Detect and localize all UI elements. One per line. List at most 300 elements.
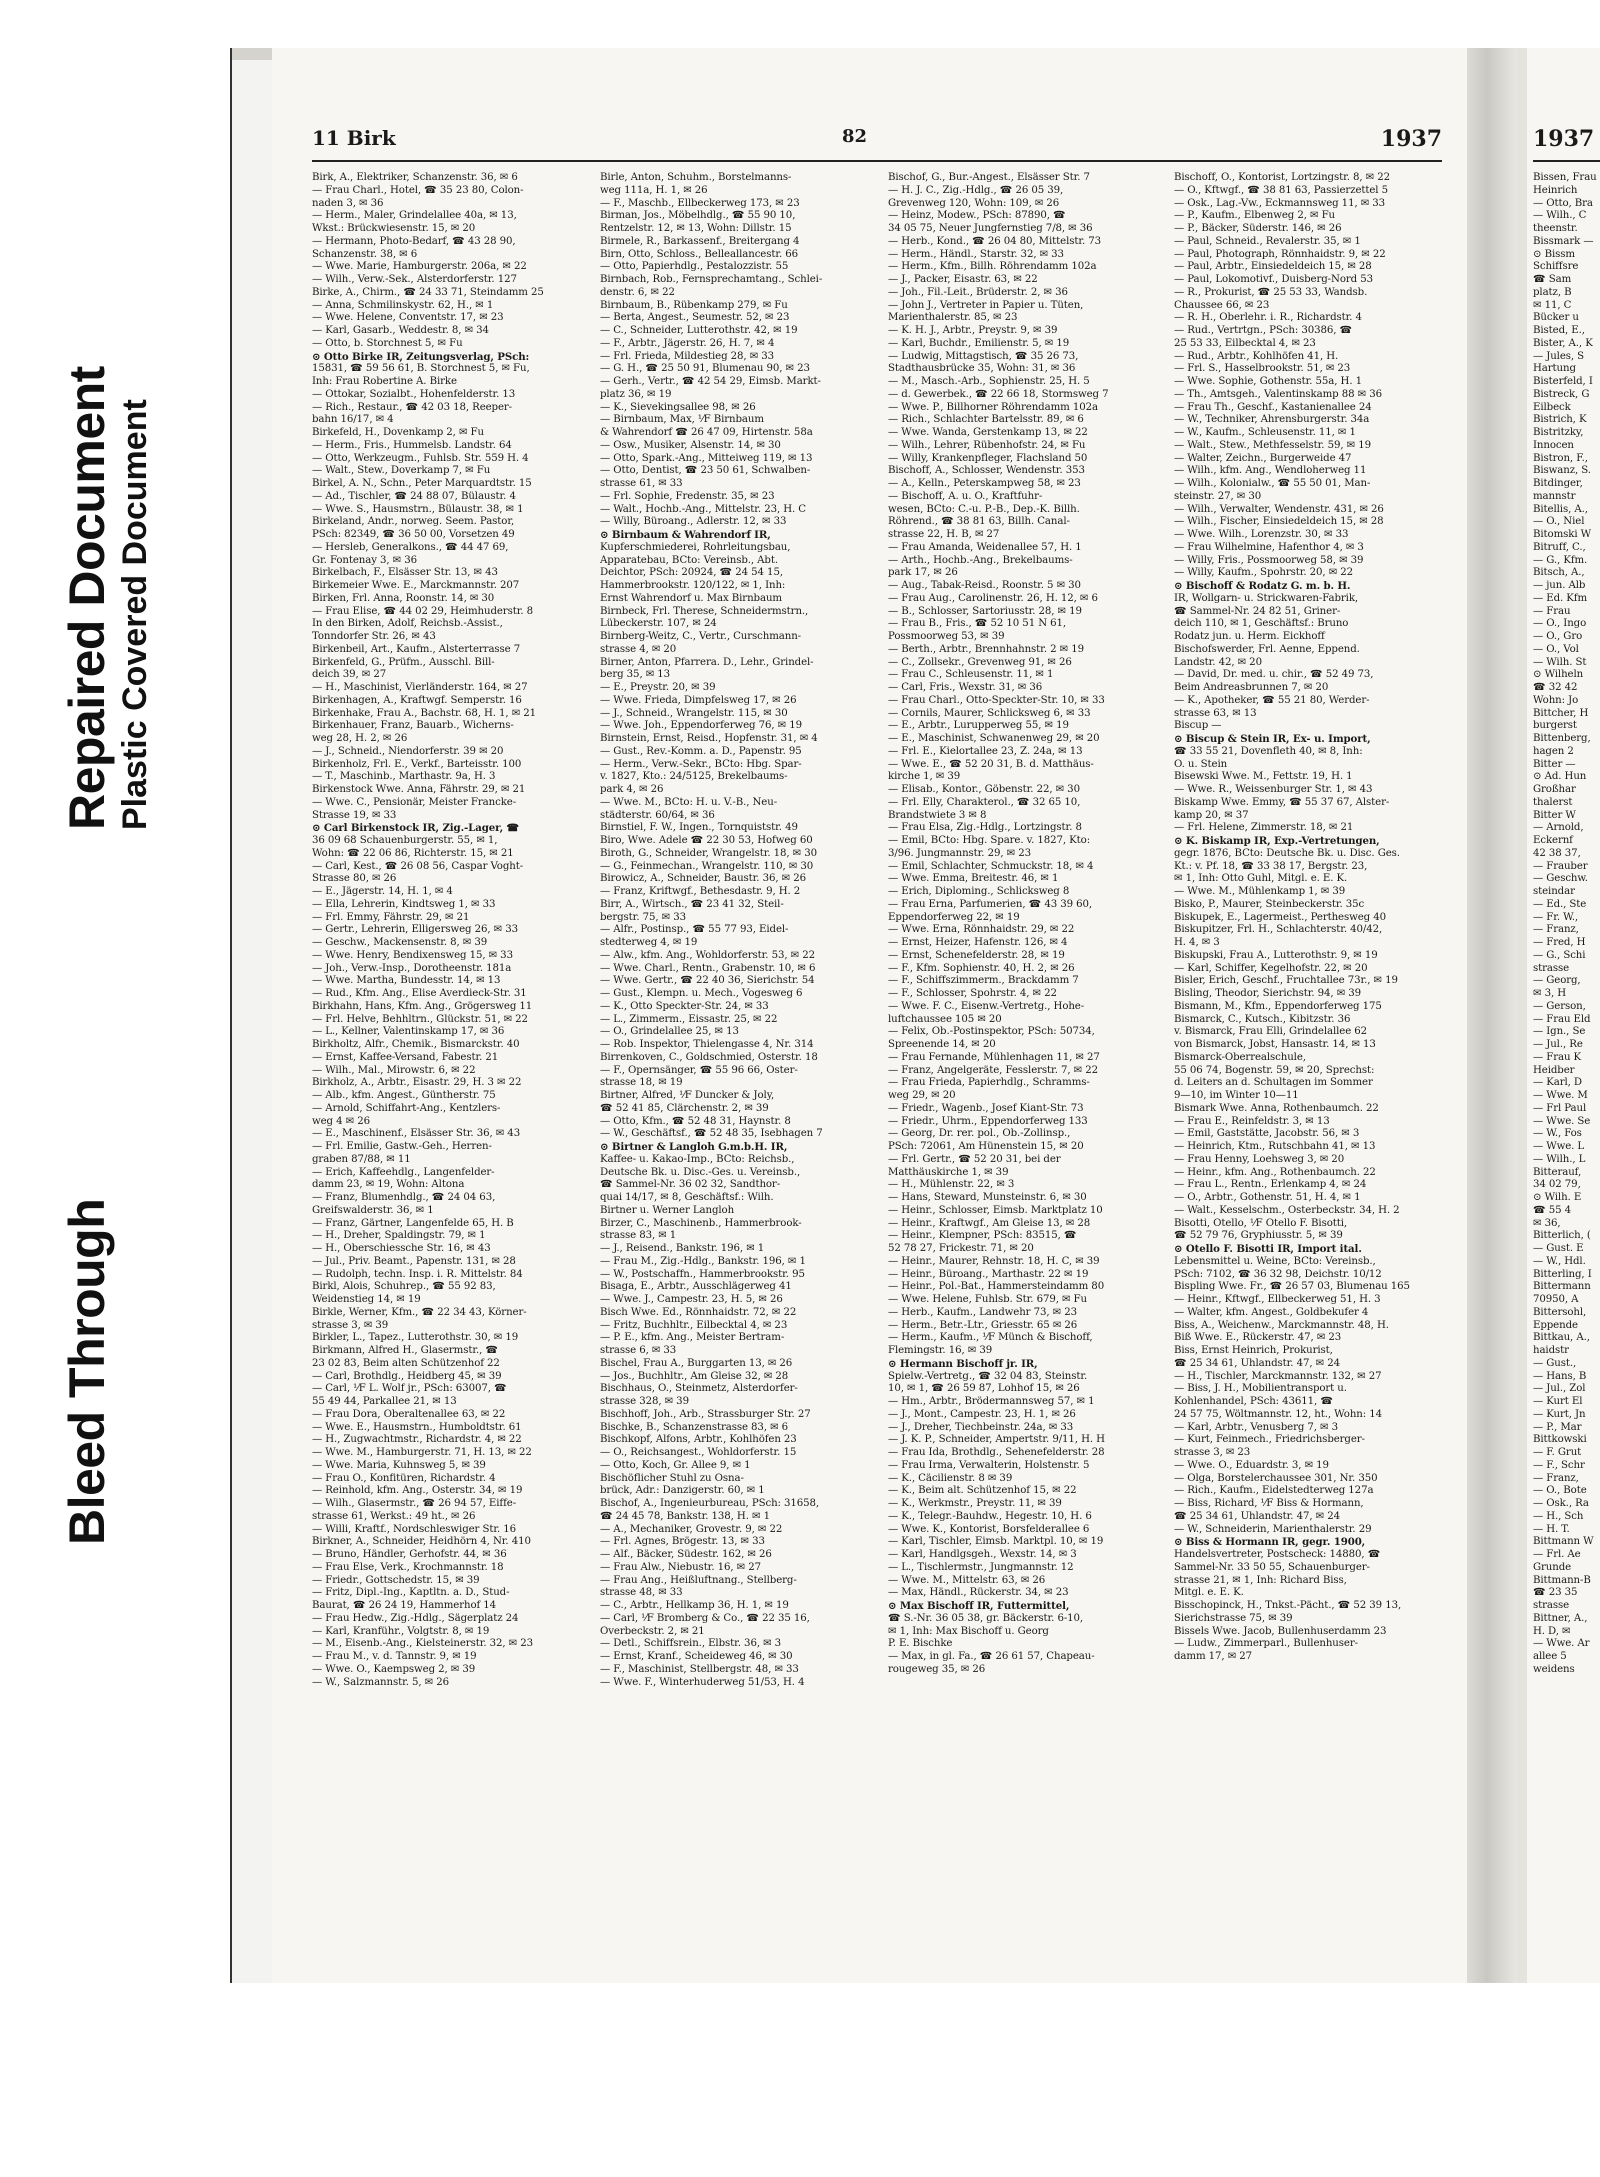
directory-entry: strasse 18, ✉ 19	[600, 1077, 683, 1089]
facing-entry: Bittenberg,	[1533, 733, 1591, 744]
facing-entry: ✉ 11, C	[1533, 299, 1572, 311]
facing-entry: haidstr	[1533, 1345, 1569, 1356]
facing-entry: — Kurt, Jn	[1533, 1408, 1586, 1420]
facing-entry: — O., Vol	[1533, 643, 1579, 655]
book-gutter	[1467, 48, 1517, 1983]
directory-entry: — Walter, kfm. Angest., Goldbekufer 4	[1174, 1306, 1369, 1318]
directory-entry: — E., Jägerstr. 14, H. 1, ✉ 4	[312, 886, 453, 897]
directory-entry: weg 29, ✉ 20	[888, 1090, 956, 1101]
directory-entry: — Wwe. Wanda, Gerstenkamp 13, ✉ 22	[888, 427, 1088, 438]
directory-entry: strasse 22, H. B, ✉ 27	[888, 529, 1000, 540]
directory-entry: — Emil, Gaststätte, Jacobstr. 56, ✉ 3	[1174, 1128, 1360, 1140]
directory-entry: — Hans, Steward, Munsteinstr. 6, ✉ 30	[888, 1192, 1087, 1203]
directory-entry: — Th., Amtsgeh., Valentinskamp 88 ✉ 36	[1174, 388, 1382, 400]
directory-entry: — H., Mühlenstr. 22, ✉ 3	[888, 1179, 1015, 1191]
facing-entry: Bistrich, K	[1533, 414, 1587, 426]
directory-entry: d. Leiters an d. Schultagen im Sommer	[1174, 1077, 1373, 1089]
directory-entry: — E., Arbtr., Lurupperweg 55, ✉ 19	[888, 720, 1069, 732]
facing-entry: mannstr	[1533, 490, 1576, 502]
directory-entry: deich 110, ✉ 1, Geschäftsf.: Bruno	[1174, 618, 1349, 630]
facing-entry: — F., Schr	[1533, 1459, 1585, 1471]
directory-entry: Strasse 80, ✉ 26	[312, 873, 397, 885]
directory-entry: — F., Opernsänger, ☎ 55 96 66, Oster-	[600, 1064, 798, 1076]
directory-entry: Birnstiel, F. W., Ingen., Tornquiststr. 49	[600, 822, 798, 834]
directory-entry: Bischoff, O., Kontorist, Lortzingstr. 8, ✉ 22	[1174, 172, 1390, 183]
directory-entry: weg 4 ✉ 26	[312, 1115, 370, 1127]
directory-entry: luftchaussee 105 ✉ 20	[888, 1013, 1002, 1025]
directory-entry: strasse 83, ✉ 1	[600, 1230, 677, 1242]
facing-entry: — W., Hdl.	[1533, 1255, 1586, 1267]
directory-entry: — Wwe. Marie, Hamburgerstr. 206a, ✉ 22	[312, 261, 527, 273]
directory-entry: v. Bismarck, Frau Elli, Grindelallee 62	[1174, 1026, 1368, 1038]
directory-entry: Biskamp Wwe. Emmy, ☎ 55 37 67, Alster-	[1174, 796, 1390, 808]
facing-entry: H. D, ✉	[1533, 1625, 1571, 1637]
directory-entry: — Wilh., Verwalter, Wendenstr. 431, ✉ 26	[1174, 503, 1384, 515]
facing-header-rule	[1533, 160, 1600, 162]
directory-entry: — W., Schneiderin, Marienthalerstr. 29	[1174, 1523, 1372, 1535]
directory-entry: — J. K. P., Schneider, Ampertstr. 9/11, H. H	[888, 1434, 1105, 1446]
directory-entry: Biss, A., Weichenw., Marckmannstr. 48, H.	[1174, 1319, 1389, 1331]
directory-entry: — Heinr., Pol.-Bat., Hammersteindamm 80	[888, 1281, 1105, 1293]
facing-entry: — Frl Paul	[1533, 1102, 1587, 1114]
directory-entry: Bischof, A., Ingenieurbureau, PSch: 31658,	[600, 1498, 820, 1509]
directory-entry: — Frau Elise, ☎ 44 02 29, Heimhuderstr. 8	[312, 605, 533, 617]
directory-entry: — Elisab., Kontor., Göbenstr. 22, ✉ 30	[888, 784, 1080, 795]
directory-entry: — Berta, Angest., Seumestr. 52, ✉ 23	[600, 312, 790, 324]
facing-entry: Bissen, Frau	[1533, 172, 1597, 183]
directory-entry: — Frau Aug., Carolinenstr. 26, H. 12, ✉ 6	[888, 592, 1098, 604]
facing-entry: Bisterfeld, I	[1533, 376, 1593, 387]
directory-entry: Wohn: ☎ 22 06 86, Richterstr. 15, ✉ 21	[312, 847, 514, 859]
facing-year-heading: 1937	[1533, 126, 1595, 152]
directory-entry: — Ernst, Heizer, Hafenstr. 126, ✉ 4	[888, 937, 1068, 948]
directory-column-3	[888, 172, 1158, 1962]
directory-entry: Bismarck-Oberrealschule,	[1174, 1051, 1306, 1063]
directory-entry: — Alb., kfm. Angest., Güntherstr. 75	[312, 1090, 496, 1101]
directory-entry: Bischöflicher Stuhl zu Osna-	[600, 1472, 744, 1484]
directory-entry: — Max, in gl. Fa., ☎ 26 61 57, Chapeau-	[888, 1651, 1095, 1662]
directory-entry: Schanzenstr. 38, ✉ 6	[312, 248, 418, 260]
facing-entry: ☎ Sam	[1533, 274, 1572, 285]
directory-entry: Bisch Wwe. Ed., Rönnhaidstr. 72, ✉ 22	[600, 1306, 797, 1318]
directory-entry: 34 05 75, Neuer Jungfernstieg 7/8, ✉ 36	[888, 223, 1093, 234]
directory-entry: — Wwe. Joh., Eppendorferweg 76, ✉ 19	[600, 720, 802, 732]
directory-entry: — Herm., Händl., Starstr. 32, ✉ 33	[888, 248, 1064, 260]
directory-entry: — Heinr., Schlosser, Eimsb. Marktplatz 10	[888, 1204, 1103, 1216]
directory-entry: — O., Grindelallee 25, ✉ 13	[600, 1026, 739, 1038]
facing-entry: hagen 2	[1533, 745, 1574, 757]
directory-entry: deich 39, ✉ 27	[312, 669, 387, 681]
facing-entry: Bitter —	[1533, 758, 1576, 770]
facing-entry: — O., Bote	[1533, 1485, 1587, 1497]
facing-entry: ☎ 32 42	[1533, 682, 1578, 693]
directory-entry: — Emil, Schlachter, Schmuckstr. 18, ✉ 4	[888, 860, 1094, 872]
directory-entry: — Herm., Kaufm., ⅟F Münch & Bischoff,	[888, 1332, 1093, 1344]
directory-entry: — Rud., Vertrtgn., PSch: 30386, ☎	[1174, 325, 1353, 336]
directory-entry: Bischoff, A., Schlosser, Wendenstr. 353	[888, 465, 1085, 477]
directory-entry: — Wwe. F. C., Eisenw.-Vertretg., Hohe-	[888, 1000, 1085, 1012]
facing-entry: — G., Schi	[1533, 949, 1586, 961]
directory-entry: — Birnbaum, Max, ⅟F Birnbaum	[600, 414, 764, 426]
directory-entry: ⊙ Birnbaum & Wahrendorf IR,	[600, 529, 771, 541]
directory-entry: Bischof, G., Bur.-Angest., Elsässer Str. 7	[888, 172, 1090, 183]
directory-entry: — Joh., Verw.-Insp., Dorotheenstr. 181a	[312, 962, 512, 974]
facing-entry: — Gust.,	[1533, 1357, 1577, 1369]
directory-entry: Birk, A., Elektriker, Schanzenstr. 36, ✉ 6	[312, 172, 518, 183]
directory-entry: — Hm., Arbtr., Brödermannsweg 57, ✉ 1	[888, 1396, 1095, 1407]
directory-entry: — Frau E., Reinfeldstr. 3, ✉ 13	[1174, 1115, 1330, 1127]
directory-entry: — Wwe. Helene, Fuhlsb. Str. 679, ✉ Fu	[888, 1294, 1087, 1305]
directory-entry: — Kurt, Feinmech., Friedrichsberger-	[1174, 1434, 1365, 1446]
directory-entry: — Frl. Gertr., ☎ 52 20 31, bei der	[888, 1153, 1061, 1165]
facing-entry: weidens	[1533, 1663, 1575, 1675]
directory-entry: 25 53 33, Eilbecktal 4, ✉ 23	[1174, 337, 1316, 349]
directory-entry: — Karl, Gasarb., Weddestr. 8, ✉ 34	[312, 325, 489, 336]
directory-entry: Birkefeld, H., Dovenkamp 2, ✉ Fu	[312, 427, 484, 438]
directory-entry: — Wwe. Emma, Breitestr. 46, ✉ 1	[888, 873, 1059, 885]
facing-entry: Bitsch, A.,	[1533, 567, 1585, 579]
facing-entry: — Ed. Kfm	[1533, 592, 1588, 604]
directory-entry: — Rich., Schlachter Bartelsstr. 89, ✉ 6	[888, 414, 1084, 426]
directory-entry: — R., Prokurist, ☎ 25 53 33, Wandsb.	[1174, 286, 1368, 298]
directory-entry: — Wwe. Martha, Bundesstr. 14, ✉ 13	[312, 975, 501, 987]
facing-entry: ✉ 3, H	[1533, 988, 1567, 999]
directory-entry: ⊙ Bischoff & Rodatz G. m. b. H.	[1174, 580, 1351, 592]
directory-entry: Biskupek, E., Lagermeist., Perthesweg 40	[1174, 911, 1386, 923]
facing-entry: ⊙ Wilheln	[1533, 669, 1584, 681]
directory-entry: Birkenhake, Frau A., Bachstr. 68, H. 1, ✉ 21	[312, 707, 537, 719]
facing-entry: Bittersohl,	[1533, 1306, 1587, 1318]
facing-entry: — Jul., Zol	[1533, 1383, 1586, 1395]
directory-column-2	[600, 172, 870, 1962]
directory-entry: Bisling, Theodor, Sierichstr. 94, ✉ 39	[1174, 988, 1362, 999]
directory-entry: Birkemeier Wwe. E., Marckmannstr. 207	[312, 580, 520, 591]
directory-entry: — Herm., Betr.-Ltr., Griesstr. 65 ✉ 26	[888, 1319, 1078, 1331]
directory-entry: Biroth, G., Schneider, Wrangelstr. 18, ✉ 30	[600, 847, 817, 859]
directory-entry: Kupferschmiederei, Rohrleitungsbau,	[600, 541, 791, 553]
facing-entry: Bitdinger,	[1533, 478, 1583, 489]
directory-entry: ⊙ Biss & Hormann IR, gegr. 1900,	[1174, 1536, 1366, 1549]
directory-entry: Birner, Anton, Pfarrera. D., Lehr., Grindel-	[600, 656, 814, 668]
directory-entry: strasse 3, ✉ 39	[312, 1319, 389, 1331]
directory-entry: — Karl, Tischler, Eimsb. Marktpl. 10, ✉ 19	[888, 1536, 1104, 1548]
directory-entry: — Rudolph, techn. Insp. i. R. Mittelstr. 84	[312, 1268, 523, 1280]
facing-entry: 70950, A	[1533, 1294, 1579, 1305]
facing-entry: allee 5	[1533, 1651, 1567, 1662]
directory-entry: Birkholz, A., Arbtr., Eisastr. 29, H. 3 ✉ 22	[312, 1077, 522, 1089]
directory-entry: — C., Schneider, Lutterothstr. 42, ✉ 19	[600, 325, 798, 336]
directory-entry: — Bischoff, A. u. O., Kraftfuhr-	[888, 490, 1043, 502]
directory-entry: — E., Preystr. 20, ✉ 39	[600, 682, 716, 693]
directory-entry: Bischke, B., Schanzenstrasse 83, ✉ 6	[600, 1421, 789, 1433]
directory-entry: — Frau Th., Geschf., Kastanienallee 24	[1174, 401, 1372, 413]
directory-entry: — W., Techniker, Ahrensburgerstr. 34a	[1174, 414, 1370, 426]
directory-entry: 55 49 44, Parkallee 21, ✉ 13	[312, 1396, 457, 1407]
directory-entry: — H., Tischler, Marckmannstr. 132, ✉ 27	[1174, 1370, 1382, 1382]
directory-entry: naden 3, ✉ 36	[312, 197, 384, 209]
directory-entry: — Walt., Kesselschm., Osterbeckstr. 34, H. 2	[1174, 1204, 1400, 1216]
directory-entry: platz 36, ✉ 19	[600, 388, 672, 400]
directory-entry: — Friedr., Uhrm., Eppendorferweg 133	[888, 1115, 1088, 1127]
directory-entry: — K., Cäcilienstr. 8 ✉ 39	[888, 1472, 1013, 1484]
facing-entry: — Frau K	[1533, 1051, 1582, 1063]
directory-entry: ⊙ Birtner & Langloh G.m.b.H. IR,	[600, 1141, 788, 1153]
facing-entry: Grunde	[1533, 1561, 1572, 1573]
directory-entry: Beim Andreasbrunnen 7, ✉ 20	[1174, 682, 1329, 693]
directory-entry: — Heinrich, Ktm., Rutschbahn 41, ✉ 13	[1174, 1141, 1376, 1152]
directory-entry: — G. H., ☎ 25 50 91, Blumenau 90, ✉ 23	[600, 363, 810, 375]
directory-entry: — Heinr., Kraftwgf., Am Gleise 13, ✉ 28	[888, 1217, 1091, 1229]
directory-entry: — O., Kftwgf., ☎ 38 81 63, Passierzettel 5	[1174, 184, 1388, 196]
directory-entry: ⊙ Hermann Bischoff jr. IR,	[888, 1357, 1038, 1370]
facing-entry: — Frauber	[1533, 860, 1588, 872]
directory-entry: — Geschw., Mackensenstr. 8, ✉ 39	[312, 937, 488, 948]
directory-entry: — Wilh., Verw.-Sek., Alsterdorferstr. 127	[312, 274, 517, 285]
directory-entry: ☎ Sammel-Nr. 36 02 32, Sandthor-	[600, 1179, 781, 1191]
directory-entry: — Wwe. M., Hamburgerstr. 71, H. 13, ✉ 22	[312, 1447, 532, 1458]
facing-entry: Eckernf	[1533, 835, 1573, 846]
directory-entry: Handelsvertreter, Postscheck: 14880, ☎	[1174, 1549, 1381, 1560]
facing-entry: — O., Gro	[1533, 631, 1583, 642]
directory-entry: — Willy, Büroang., Adlerstr. 12, ✉ 33	[600, 516, 787, 528]
directory-entry: — Frl. Helve, Behhltrn., Glückstr. 51, ✉ 22	[312, 1013, 528, 1025]
directory-entry: — Willy, Kaufm., Spohrstr. 20, ✉ 22	[1174, 567, 1354, 579]
directory-entry: Birkeland, Andr., norweg. Seem. Pastor,	[312, 516, 515, 528]
document-type-banner	[0, 0, 230, 2177]
directory-entry: Birkel, A. N., Schn., Peter Marquardtstr. 15	[312, 478, 532, 489]
directory-entry: — Frau M., v. d. Tannstr. 9, ✉ 19	[312, 1651, 477, 1662]
directory-entry: Bischel, Frau A., Burggarten 13, ✉ 26	[600, 1357, 793, 1369]
directory-entry: — T., Maschinb., Marthastr. 9a, H. 3	[312, 771, 496, 783]
directory-entry: — P., Bäcker, Süderstr. 146, ✉ 26	[1174, 223, 1342, 234]
facing-entry: Bistritzky,	[1533, 427, 1584, 438]
directory-entry: Lebensmittel u. Weine, BCto: Vereinsb.,	[1174, 1255, 1376, 1267]
directory-entry: ☎ S.-Nr. 36 05 38, gr. Bäckerstr. 6-10,	[888, 1612, 1084, 1624]
directory-entry: — Carl, Kest., ☎ 26 08 56, Caspar Voght-	[312, 860, 524, 872]
directory-entry: park 4, ✉ 26	[600, 784, 664, 795]
directory-entry: — Frau O., Konfitüren, Richardstr. 4	[312, 1472, 496, 1484]
facing-entry: — Gust. E	[1533, 1243, 1584, 1254]
directory-entry: — Heinr., Kftwgf., Ellbeckerweg 51, H. 3	[1174, 1294, 1381, 1305]
facing-entry: strasse	[1533, 1600, 1570, 1611]
directory-entry: — H., Oberschiessche Str. 16, ✉ 43	[312, 1243, 491, 1254]
directory-entry: — Heinr., Büroang., Marthastr. 22 ✉ 19	[888, 1268, 1089, 1280]
directory-entry: PSch: 82349, ☎ 36 50 00, Vorsetzen 49	[312, 529, 515, 540]
directory-entry: Birle, Anton, Schuhm., Borstelmanns-	[600, 172, 792, 183]
facing-entry: — Wilh., C	[1533, 210, 1587, 222]
facing-entry: — Ign., Se	[1533, 1026, 1586, 1038]
directory-entry: — Osk., Lag.-Vw., Eckmannsweg 11, ✉ 33	[1174, 197, 1386, 209]
directory-entry: — Frau C., Schleusenstr. 11, ✉ 1	[888, 669, 1054, 681]
repaired-document-label: Repaired Document	[59, 366, 115, 830]
directory-entry: — Rud., Kfm. Ang., Elise Averdieck-Str. 31	[312, 988, 527, 999]
facing-entry: Bitter W	[1533, 809, 1576, 821]
directory-entry: Birtner u. Werner Langloh	[600, 1204, 735, 1216]
directory-entry: Deichtor, PSch: 20924, ☎ 24 54 15,	[600, 567, 783, 579]
directory-entry: — Herm., Fris., Hummelsb. Landstr. 64	[312, 439, 512, 451]
running-head: 11 Birk	[312, 126, 396, 150]
directory-page	[272, 48, 1467, 1983]
directory-entry: Bischkopf, Alfons, Arbtr., Kohlhöfen 23	[600, 1434, 797, 1446]
directory-entry: — Frau Erna, Parfumerien, ☎ 43 39 60,	[888, 898, 1093, 910]
directory-entry: Birken, Frl. Anna, Roonstr. 14, ✉ 30	[312, 592, 495, 604]
facing-entry: Bitterauf,	[1533, 1166, 1582, 1178]
directory-entry: — Frl. Sophie, Fredenstr. 35, ✉ 23	[600, 490, 775, 502]
facing-entry: ⊙ Bissm	[1533, 248, 1575, 260]
directory-entry: — Alw., kfm. Ang., Wohldorferstr. 53, ✉ 22	[600, 949, 815, 961]
directory-entry: Gr. Fontenay 3, ✉ 36	[312, 554, 418, 566]
directory-entry: Bispling Wwe. Fr., ☎ 26 57 03, Blumenau 165	[1174, 1281, 1410, 1293]
directory-entry: — Gust., Klempn. u. Mech., Vogesweg 6	[600, 988, 803, 999]
directory-entry: — J., Dreher, Tiechbeinstr. 24a, ✉ 33	[888, 1421, 1074, 1433]
directory-entry: — Otto, Dentist, ☎ 23 50 61, Schwalben-	[600, 465, 811, 477]
directory-entry: — Wwe. M., Mühlenkamp 1, ✉ 39	[1174, 886, 1346, 897]
directory-entry: — Rich., Restaur., ☎ 42 03 18, Reeper-	[312, 401, 513, 413]
directory-entry: — Karl, Schiffer, Kegelhofstr. 22, ✉ 20	[1174, 962, 1368, 974]
directory-entry: — d. Gewerbek., ☎ 22 66 18, Stormsweg 7	[888, 388, 1109, 400]
directory-entry: Birmele, R., Barkassenf., Breitergang 4	[600, 235, 800, 247]
facing-entry: — Otto, Bra	[1533, 197, 1593, 209]
directory-entry: — Gust., Rev.-Komm. a. D., Papenstr. 95	[600, 745, 802, 757]
directory-entry: ⊙ Carl Birkenstock IR, Zig.-Lager, ☎	[312, 822, 520, 835]
facing-entry: — Jules, S	[1533, 350, 1585, 362]
directory-entry: — Friedr., Gottschedstr. 15, ✉ 39	[312, 1574, 480, 1586]
facing-entry: — Osk., Ra	[1533, 1498, 1589, 1509]
directory-entry: — Gertr., Lehrerin, Elligersweg 26, ✉ 33	[312, 924, 518, 936]
directory-entry: Birkler, L., Tapez., Lutterothstr. 30, ✉ 19	[312, 1332, 519, 1344]
directory-entry: — K., Werkmstr., Preystr. 11, ✉ 39	[888, 1498, 1062, 1509]
directory-entry: — Walt., Stew., Doverkamp 7, ✉ Fu	[312, 465, 491, 477]
directory-entry: Birkenhagen, A., Kraftwgf. Semperstr. 16	[312, 694, 522, 706]
directory-entry: — W., Kaufm., Schleusenstr. 11, ✉ 1	[1174, 427, 1356, 438]
directory-entry: — Ludwig, Mittagstisch, ☎ 35 26 73,	[888, 350, 1079, 362]
directory-entry: — Biss, Richard, ⅟F Biss & Hormann,	[1174, 1498, 1364, 1509]
directory-entry: — Frau Irma, Verwalterin, Holstenstr. 5	[888, 1459, 1090, 1471]
facing-entry: 34 02 79,	[1533, 1179, 1581, 1191]
directory-entry: ☎ 25 34 61, Uhlandstr. 47, ✉ 24	[1174, 1357, 1340, 1369]
directory-entry: — Wwe. C., Pensionär, Meister Francke-	[312, 796, 517, 808]
directory-entry: & Wahrendorf ☎ 26 47 09, Hirtenstr. 58a	[600, 427, 813, 438]
facing-entry: Bittner, A.,	[1533, 1612, 1588, 1624]
directory-entry: ⊙ Max Bischoff IR, Futtermittel,	[888, 1600, 1070, 1612]
directory-entry: — K., Telegr.-Bauhdw., Hegestr. 10, H. 6	[888, 1510, 1092, 1522]
directory-entry: ⊙ Otello F. Bisotti IR, Import ital.	[1174, 1243, 1362, 1255]
directory-entry: — F., Maschinist, Stellbergstr. 48, ✉ 33	[600, 1663, 799, 1675]
directory-entry: Sierichstrasse 75, ✉ 39	[1174, 1612, 1293, 1624]
directory-entry: — Reinhold, kfm. Ang., Osterstr. 34, ✉ 19	[312, 1485, 523, 1497]
directory-entry: — Paul, Lokomotivf., Duisberg-Nord 53	[1174, 274, 1373, 285]
directory-entry: — O., Reichsangest., Wohldorferstr. 15	[600, 1447, 797, 1458]
facing-entry: — O., Niel	[1533, 516, 1585, 528]
directory-entry: — Karl, Buchdr., Emilienstr. 5, ✉ 19	[888, 337, 1070, 349]
directory-entry: — Frau L., Rentn., Erlenkamp 4, ✉ 24	[1174, 1179, 1367, 1191]
directory-entry: Strasse 19, ✉ 33	[312, 809, 397, 821]
directory-entry: — Jos., Buchhltr., Am Gleise 32, ✉ 28	[600, 1370, 789, 1382]
directory-entry: — W., Postschaffn., Hammerbrookstr. 95	[600, 1268, 805, 1280]
directory-entry: — Wwe. M., BCto: H. u. V.-B., Neu-	[600, 796, 778, 808]
directory-entry: Stadthausbrücke 35, Wohn: 31, ✉ 36	[888, 363, 1076, 375]
facing-entry: 42 38 37,	[1533, 847, 1581, 859]
directory-entry: graben 87/88, ✉ 11	[312, 1153, 411, 1165]
directory-entry: — H., Maschinist, Vierländerstr. 164, ✉ 27	[312, 682, 528, 693]
directory-entry: Bisler, Erich, Geschf., Fruchtallee 73r., ✉ 19	[1174, 975, 1398, 987]
facing-entry: Bitellis, A.,	[1533, 503, 1588, 515]
directory-entry: Marienthalerstr. 85, ✉ 23	[888, 312, 1018, 324]
facing-entry: theenstr.	[1533, 223, 1578, 234]
directory-entry: weg 111a, H. 1, ✉ 26	[600, 184, 708, 196]
directory-entry: Biscup —	[1174, 720, 1222, 732]
directory-entry: — Wilh., Lehrer, Rübenhofstr. 24, ✉ Fu	[888, 439, 1086, 451]
directory-entry: berg 35, ✉ 13	[600, 669, 671, 681]
facing-entry: burgerst	[1533, 720, 1577, 732]
directory-entry: — J., Schneid., Niendorferstr. 39 ✉ 20	[312, 745, 504, 757]
directory-entry: — Herm., Verw.-Sekr., BCto: Hbg. Spar-	[600, 758, 802, 770]
facing-entry: Bister, A., K	[1533, 337, 1593, 349]
facing-entry: — Franz,	[1533, 924, 1579, 936]
directory-entry: — Wwe. J., Campestr. 23, H. 5, ✉ 26	[600, 1294, 783, 1305]
directory-entry: — Fritz, Buchhltr., Eilbecktal 4, ✉ 23	[600, 1319, 788, 1331]
directory-entry: 36 09 68 Schauenburgerstr. 55, ✉ 1,	[312, 835, 498, 846]
directory-entry: — Wwe. Sophie, Gothenstr. 55a, H. 1	[1174, 376, 1363, 387]
facing-entry: Biswanz, S.	[1533, 465, 1591, 477]
directory-entry: steinstr. 27, ✉ 30	[1174, 490, 1262, 502]
facing-entry: steindar	[1533, 886, 1575, 897]
facing-entry: Wohn: Jo	[1533, 694, 1579, 706]
directory-entry: Deutsche Bk. u. Disc.-Ges. u. Vereinsb.,	[600, 1166, 801, 1178]
directory-entry: — Frl. Emmy, Fährstr. 29, ✉ 21	[312, 911, 470, 923]
directory-entry: — Frl. Helene, Zimmerstr. 18, ✉ 21	[1174, 822, 1354, 834]
directory-entry: — Wwe. R., Weissenburger Str. 1, ✉ 43	[1174, 784, 1373, 795]
directory-entry: — Paul, Arbtr., Einsiedeldeich 15, ✉ 28	[1174, 261, 1372, 273]
directory-entry: Lübeckerstr. 107, ✉ 24	[600, 618, 717, 630]
directory-entry: — C., Arbtr., Hellkamp 36, H. 1, ✉ 19	[600, 1600, 789, 1611]
directory-entry: — Detl., Schiffsrein., Elbstr. 36, ✉ 3	[600, 1638, 782, 1650]
directory-entry: — Arth., Hochb.-Ang., Brekelbaums-	[888, 554, 1073, 566]
directory-entry: — Wwe. E., ☎ 52 20 31, B. d. Matthäus-	[888, 758, 1094, 770]
directory-entry: — K., Apotheker, ☎ 55 21 80, Werder-	[1174, 694, 1370, 706]
facing-entry: ⊙ Ad. Hun	[1533, 771, 1587, 783]
directory-entry: PSch: 72061, Am Hünenstein 15, ✉ 20	[888, 1141, 1084, 1152]
directory-entry: 52 78 27, Frickestr. 71, ✉ 20	[888, 1243, 1034, 1254]
directory-entry: ☎ 52 41 85, Clärchenstr. 2, ✉ 39	[600, 1102, 769, 1114]
directory-entry: — Paul, Photograph, Rönnhaidstr. 9, ✉ 22	[1174, 248, 1386, 260]
directory-entry: Bisaga, E., Arbtr., Ausschlägerweg 41	[600, 1281, 792, 1293]
directory-entry: Birkhahn, Hans, Kfm. Ang., Grögersweg 11	[312, 1000, 533, 1012]
directory-entry: — B., Schlosser, Sartoriusstr. 28, ✉ 19	[888, 605, 1082, 617]
header-rule	[312, 160, 1442, 162]
directory-entry: Birkenfeld, G., Prüfm., Ausschl. Bill-	[312, 656, 495, 668]
directory-entry: denstr. 6, ✉ 22	[600, 286, 675, 298]
directory-entry: wesen, BCto: C.-u. P.-B., Dep.-K. Billh.	[888, 503, 1080, 515]
facing-entry: Heidber	[1533, 1064, 1575, 1076]
directory-entry: — E., Maschinenf., Elsässer Str. 36, ✉ 43	[312, 1128, 521, 1140]
facing-entry: ☎ 55 4	[1533, 1204, 1572, 1216]
directory-entry: Birkelbach, F., Elsässer Str. 13, ✉ 43	[312, 567, 498, 579]
facing-entry: — jun. Alb	[1533, 580, 1586, 591]
directory-entry: ☎ 24 45 78, Bankstr. 138, H. ✉ 1	[600, 1510, 770, 1522]
directory-entry: — Alfr., Postinsp., ☎ 55 77 93, Eidel-	[600, 924, 789, 936]
directory-entry: — Rud., Arbtr., Kohlhöfen 41, H.	[1174, 350, 1339, 362]
facing-entry: Schiffsre	[1533, 261, 1579, 273]
directory-entry: — K. H. J., Arbtr., Preystr. 9, ✉ 39	[888, 325, 1058, 336]
directory-entry: — Hermann, Photo-Bedarf, ☎ 43 28 90,	[312, 235, 516, 247]
directory-entry: Spielw.-Vertretg., ☎ 32 04 83, Steinstr.	[888, 1370, 1088, 1382]
facing-entry: — Fr. W.,	[1533, 911, 1578, 923]
directory-entry: — Wwe. Henry, Bendixensweg 15, ✉ 33	[312, 949, 513, 961]
directory-entry: — Heinr., kfm. Ang., Rothenbaumch. 22	[1174, 1166, 1376, 1178]
directory-entry: — Wwe. Erna, Rönnhaidstr. 29, ✉ 22	[888, 924, 1075, 936]
directory-entry: 9—10, im Winter 10—11	[1174, 1090, 1299, 1101]
